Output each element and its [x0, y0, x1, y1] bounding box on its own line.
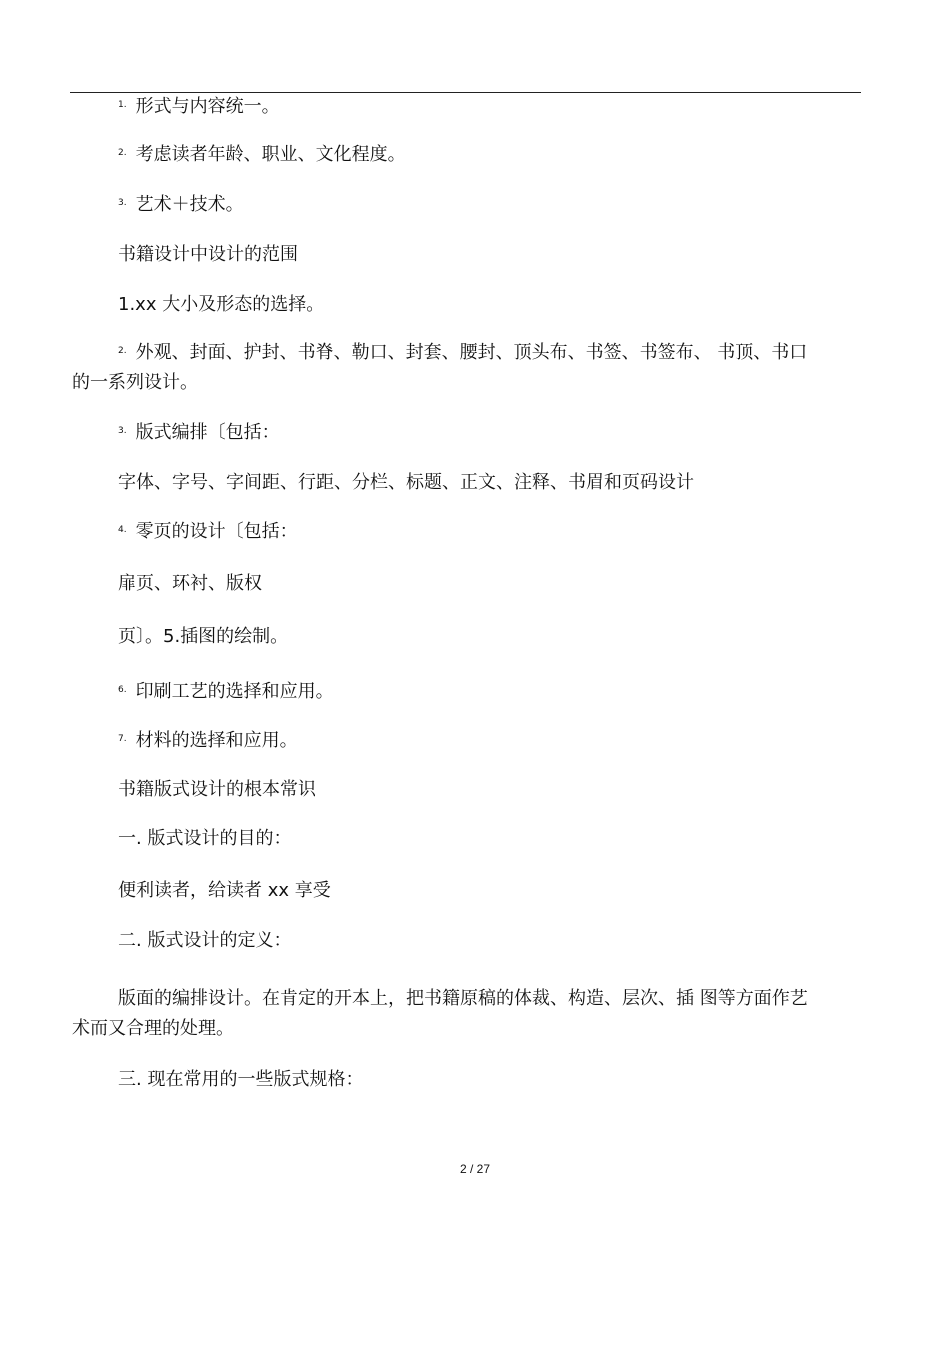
item-number: 2. [118, 346, 127, 356]
paragraph: 版面的编排设计。在肯定的开本上，把书籍原稿的体裁、构造、层次、插 图等方面作艺 [118, 988, 808, 1009]
paragraph: 扉页、环衬、版权 [118, 573, 262, 594]
item-text: 零页的设计〔包括： [135, 521, 298, 542]
item-text: 版式编排〔包括： [135, 422, 280, 443]
header-rule [70, 92, 861, 93]
item-number: 6. [118, 685, 127, 695]
item-text: 外观、封面、护封、书脊、勒口、封套、腰封、顶头布、书签、书签布、 书顶、书口 [135, 342, 808, 363]
item-number: 1. [118, 100, 127, 110]
section-heading: 书籍设计中设计的范围 [118, 244, 298, 265]
item-number: 3. [118, 198, 127, 208]
item-text-continued: 的一系列设计。 [72, 372, 198, 393]
list-item [118, 194, 244, 216]
paragraph-continued: 术而又合理的处理。 [72, 1018, 234, 1039]
item-number: 7. [118, 734, 127, 744]
list-item [118, 681, 334, 703]
item-number: 3. [118, 426, 127, 436]
list-item [118, 521, 298, 543]
list-item [118, 342, 807, 364]
page-number: 2 / 27 [459, 1162, 491, 1176]
item-text: 艺术＋技术。 [135, 194, 244, 215]
paragraph: 二. 版式设计的定义： [118, 930, 292, 951]
paragraph: 字体、字号、字间距、行距、分栏、标题、正文、注释、书眉和页码设计 [118, 472, 694, 493]
list-item [118, 730, 298, 752]
item-number: 2. [118, 148, 127, 158]
list-item [118, 96, 280, 118]
list-item: 1.xx 大小及形态的选择。 [118, 294, 325, 315]
item-text: 形式与内容统一。 [135, 96, 280, 117]
paragraph: 三. 现在常用的一些版式规格： [118, 1069, 364, 1090]
item-text: 考虑读者年龄、职业、文化程度。 [135, 144, 406, 165]
paragraph: 便利读者，给读者 xx 享受 [118, 880, 331, 901]
section-heading: 书籍版式设计的根本常识 [118, 779, 316, 800]
item-number: 4. [118, 525, 127, 535]
list-item [118, 144, 406, 166]
item-text: 材料的选择和应用。 [135, 730, 298, 751]
paragraph: 一. 版式设计的目的： [118, 828, 292, 849]
list-item [118, 422, 280, 444]
item-text: 印刷工艺的选择和应用。 [135, 681, 334, 702]
paragraph: 页〕。5.插图的绘制。 [118, 626, 289, 647]
